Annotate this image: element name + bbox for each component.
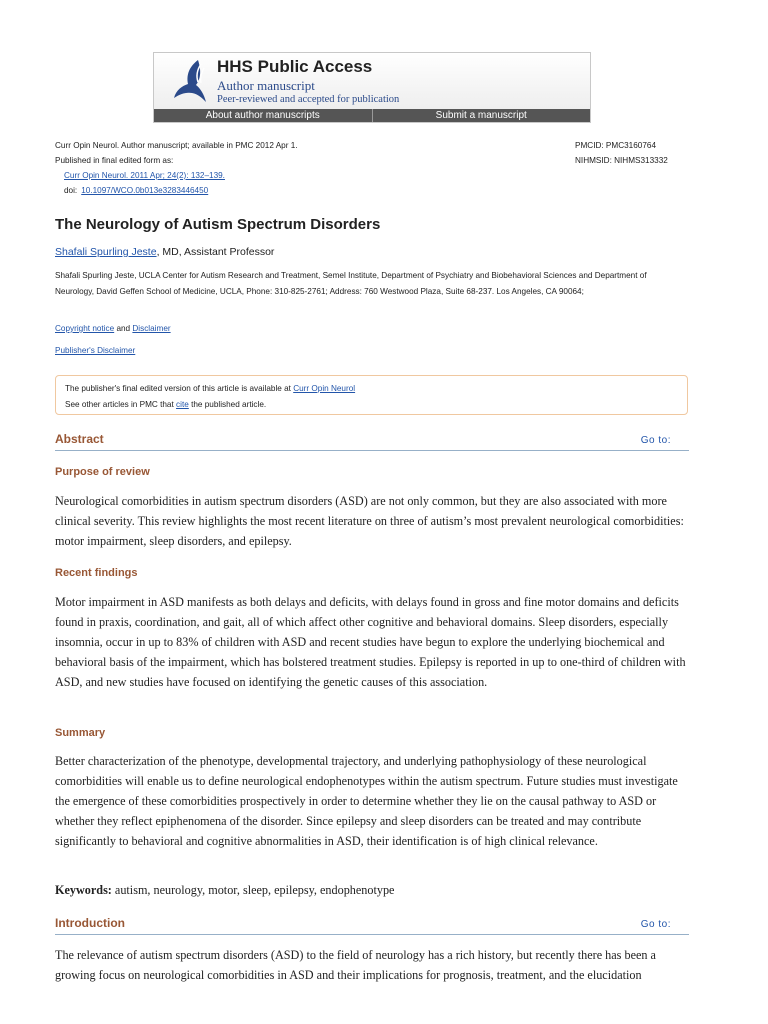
- banner-nav: [154, 109, 590, 122]
- keywords: [55, 880, 695, 900]
- journal-citation-link[interactable]: Curr Opin Neurol. 2011 Apr; 24(2): 132–139.: [64, 171, 225, 180]
- author-affiliation: Shafali Spurling Jeste, UCLA Center for Autism Research and Treatment, Semel Institute, Department of Psychiatry and Biobehavioral Sciences and Department of Neurology, David Geffen School of Medicine, UCLA, Phone: 310-825-2761; Address: 760 Westwood Plaza, Suite 68-237. Los Angeles, CA 90064;: [55, 271, 647, 296]
- doi-label: doi:: [64, 186, 78, 195]
- findings-paragraph: Motor impairment in ASD manifests as both delays and deficits, with delays found in gross and fine motor domains and deficits found in praxis, coordination, and gait, all of which affect other cognitive and behavioral domains. Sleep disorders, especially insomnia, occur in up to 83% of children with ASD and recent studies have begun to explore the underlying biochemical and behavioral basis of the impairment, which has bolstered treatment studies. Epilepsy is reported in up to one-third of children with ASD, and new studies have focused on identifying the genetic causes of this association.: [55, 595, 686, 689]
- findings-heading: Recent findings: [55, 567, 138, 579]
- published-form-label: Published in final edited form as:: [55, 156, 174, 165]
- summary-paragraph: Better characterization of the phenotype, developmental trajectory, and underlying pathophysiology of these neurological comorbidities will enable us to define neurological endophenotypes within the autism spectrum. Future studies must investigate the emergence of these comorbidities prospectively in order to determine whether they lie on the causal pathway to ASD or whether they reflect epiphenomena of the disorder. Since epilepsy and sleep disorders can be treated and may contribute significantly to behavioral and cognitive abnormalities in ASD, their identification is of high clinical relevance.: [55, 754, 678, 848]
- author-credentials: , MD, Assistant Professor: [156, 246, 275, 258]
- hhs-public-access-banner: [153, 52, 591, 123]
- disclaimer-link[interactable]: Disclaimer: [132, 324, 171, 333]
- pmcid: PMCID: PMC3160764: [575, 141, 656, 150]
- about-author-manuscripts-button[interactable]: About author manuscripts: [154, 109, 373, 122]
- introduction-section-header: [55, 916, 689, 935]
- summary-heading: Summary: [55, 727, 106, 739]
- notice-text-2: See other articles in PMC that: [65, 399, 177, 409]
- banner-header: [154, 53, 590, 109]
- keywords-list: autism, neurology, motor, sleep, epilepsy, endophenotype: [111, 883, 395, 897]
- abstract-goto-link[interactable]: Go to:: [640, 435, 671, 446]
- publisher-disclaimer: [55, 346, 135, 355]
- notice-text-3: the published article.: [188, 399, 267, 409]
- cite-link[interactable]: cite: [176, 399, 189, 409]
- introduction-heading: Introduction: [55, 916, 125, 930]
- citation-line: Curr Opin Neurol. Author manuscript; available in PMC 2012 Apr 1.: [55, 141, 298, 150]
- doi-link[interactable]: 10.1097/WCO.0b013e3283446450: [81, 186, 209, 195]
- copyright-notice-link[interactable]: Copyright notice: [55, 324, 115, 333]
- notice-text: The publisher's final edited version of this article is available at: [65, 384, 294, 393]
- article-title: The Neurology of Autism Spectrum Disorders: [55, 216, 381, 233]
- banner-tagline: Peer-reviewed and accepted for publication: [217, 94, 400, 105]
- banner-subtitle: Author manuscript: [217, 78, 315, 93]
- article-ids: [575, 138, 668, 168]
- submit-manuscript-button[interactable]: Submit a manuscript: [435, 110, 527, 121]
- nihmsid: NIHMSID: NIHMS313332: [575, 156, 668, 165]
- introduction-goto-link[interactable]: Go to:: [640, 919, 671, 930]
- keywords-label: Keywords:: [55, 883, 112, 897]
- author-line: [55, 246, 274, 258]
- citation-info: [55, 138, 298, 198]
- introduction-paragraph: The relevance of autism spectrum disorders (ASD) to the field of neurology has a rich history, but recently there has been a growing focus on neurological comorbidities in ASD and their implications for prognosis, treatment, and the elucidation: [55, 948, 656, 982]
- journal-link[interactable]: Curr Opin Neurol: [293, 384, 356, 393]
- banner-title: HHS Public Access: [217, 57, 373, 76]
- purpose-paragraph: Neurological comorbidities in autism spectrum disorders (ASD) are not only common, but they are also associated with more clinical severity. This review highlights the most recent literature on three of autism’s most prevalent neurological comorbidities: motor impairment, sleep disorders, and epilepsy.: [55, 494, 684, 548]
- purpose-heading: Purpose of review: [55, 466, 150, 478]
- and-text: and: [114, 324, 133, 333]
- abstract-section-header: [55, 432, 689, 451]
- abstract-heading: Abstract: [55, 432, 104, 446]
- copyright-links: [55, 324, 171, 333]
- publisher-disclaimer-link[interactable]: Publisher's Disclaimer: [55, 346, 136, 355]
- hhs-eagle-logo-icon: [168, 56, 214, 106]
- author-link[interactable]: Shafali Spurling Jeste: [55, 246, 157, 258]
- publisher-version-notice: [55, 375, 688, 415]
